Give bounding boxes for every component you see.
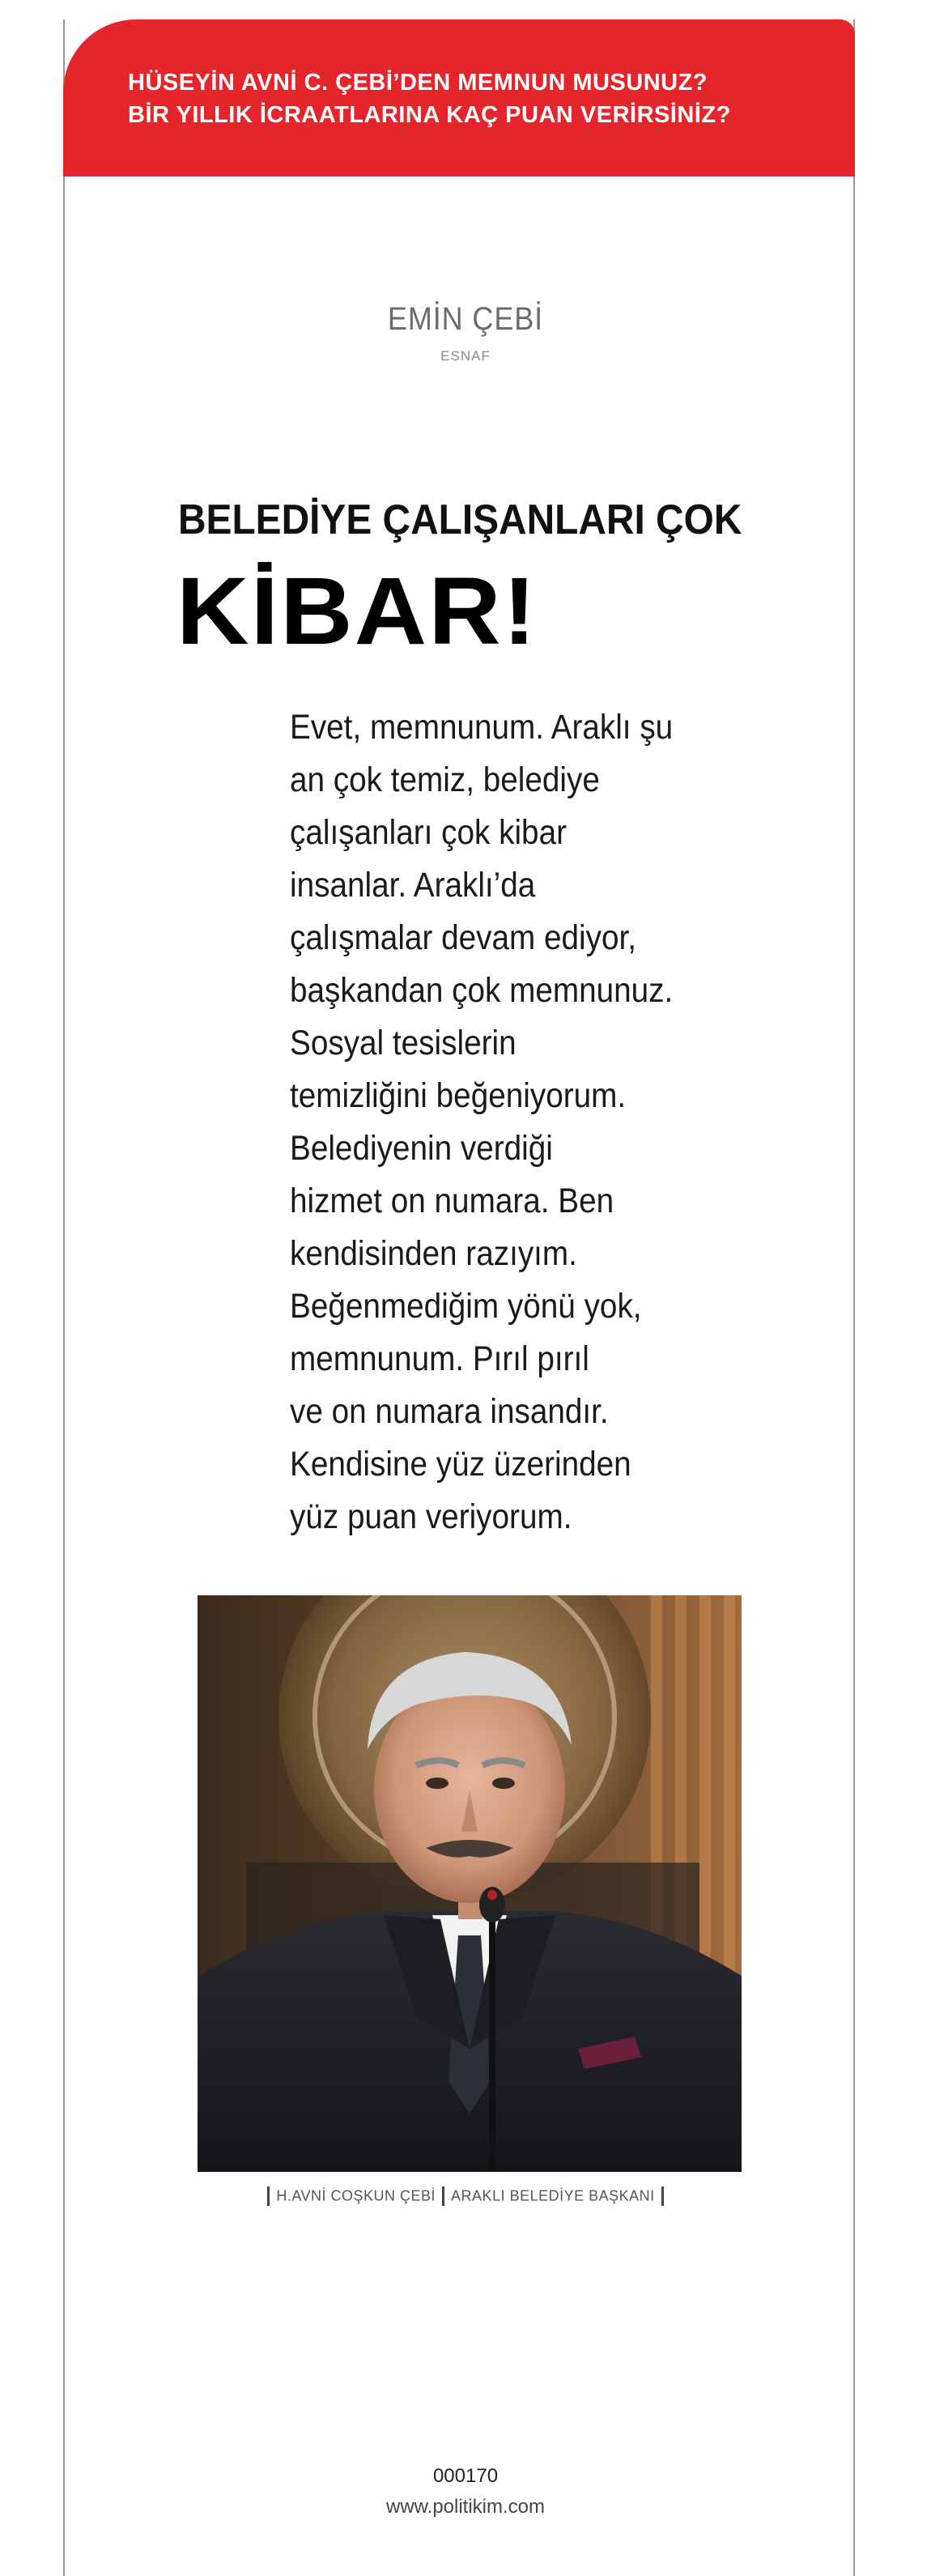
- website-link[interactable]: www.politikim.com: [385, 2496, 546, 2518]
- caption-divider: [442, 2186, 444, 2206]
- quote-line: ve on numara insandır.: [290, 1392, 609, 1431]
- quote-line: başkandan çok memnunuz.: [290, 971, 674, 1010]
- quote-line: Kendisine yüz üzerinden: [290, 1445, 631, 1484]
- caption-name: H.AVNİ COŞKUN ÇEBİ: [276, 2187, 436, 2204]
- person-name: EMİN ÇEBİ: [387, 301, 544, 337]
- quote-line: hizmet on numara. Ben: [290, 1182, 614, 1220]
- quote-line: Sosyal tesislerin: [290, 1024, 517, 1062]
- quote-line: an çok temiz, belediye: [290, 760, 600, 799]
- quote-body: [290, 701, 727, 1543]
- caption-title: ARAKLI BELEDİYE BAŞKANI: [451, 2187, 655, 2204]
- photo-caption: [0, 2186, 931, 2206]
- quote-line: çalışmalar devam ediyor,: [290, 918, 637, 957]
- caption-divider: [267, 2186, 270, 2206]
- page-number: 000170: [432, 2465, 499, 2487]
- quote-line: temizliğini beğeniyorum.: [290, 1076, 627, 1115]
- header-banner: [63, 19, 855, 177]
- header-question-line-2: BİR YILLIK İCRAATLARINA KAÇ PUAN VERİRSİNİZ?: [128, 102, 731, 128]
- quote-line: insanlar. Araklı’da: [290, 866, 536, 905]
- headline-top: BELEDİYE ÇALIŞANLARI ÇOK: [178, 496, 742, 543]
- headline-big: KİBAR!: [176, 558, 538, 665]
- quote-line: kendisinden razıyım.: [290, 1234, 577, 1273]
- quote-line: Evet, memnunum. Araklı şu: [290, 708, 674, 747]
- quote-line: Beğenmediğim yönü yok,: [290, 1287, 642, 1326]
- mayor-portrait-photo: [198, 1595, 742, 2172]
- caption-divider: [661, 2186, 664, 2206]
- header-question-line-1: HÜSEYİN AVNİ C. ÇEBİ’DEN MEMNUN MUSUNUZ?: [128, 70, 708, 96]
- quote-line: çalışanları çok kibar: [290, 813, 567, 852]
- person-role: ESNAF: [440, 348, 491, 364]
- quote-line: memnunum. Pırıl pırıl: [290, 1339, 589, 1378]
- quote-line: yüz puan veriyorum.: [290, 1497, 572, 1536]
- quote-line: Belediyenin verdiği: [290, 1129, 553, 1168]
